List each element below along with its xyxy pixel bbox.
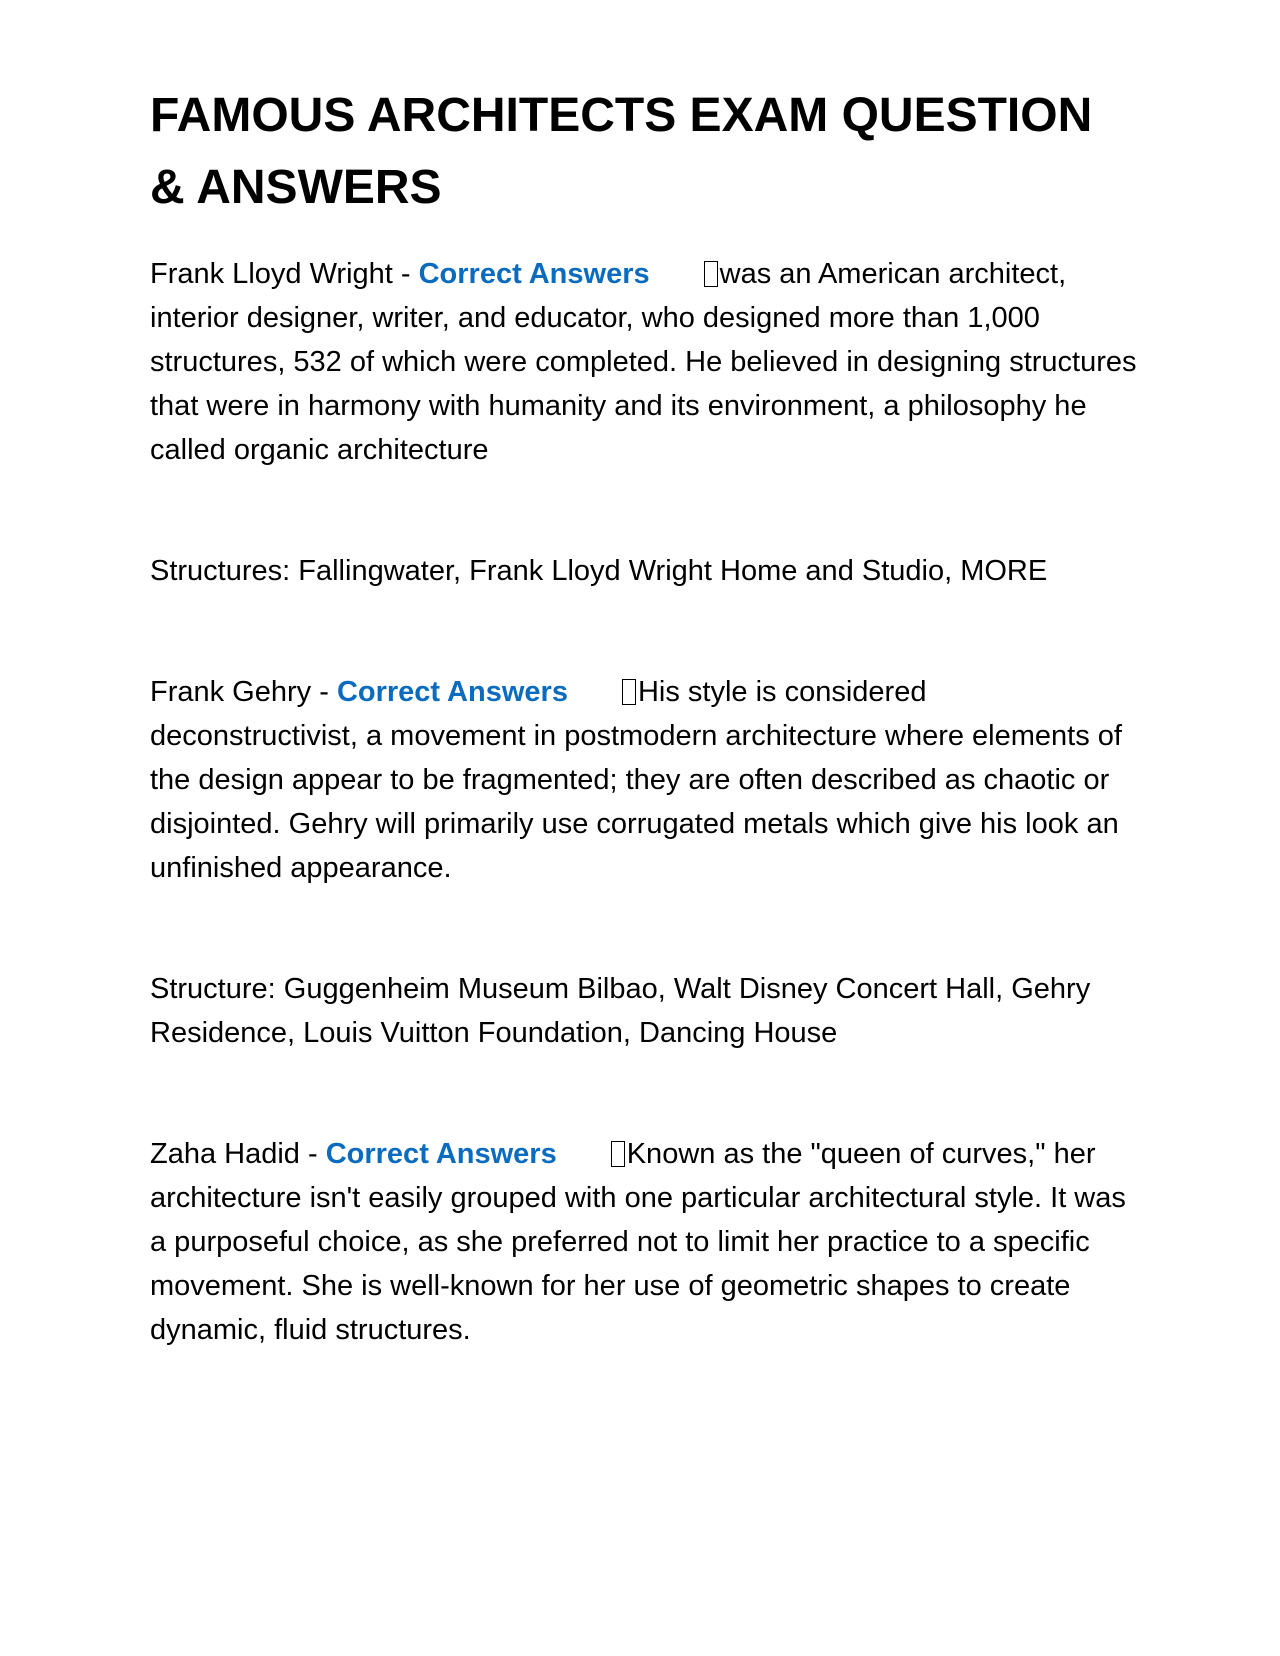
answer-text: His style is considered deconstructivist, a movement in postmodern architecture where elements of the design appear to be fragmented; they are often described as chaotic or disjointed. Gehry will primarily use corrugated metals which give his look an unfinished appearance. xyxy=(150,676,1122,884)
missing-glyph-icon xyxy=(611,1141,625,1167)
structures-line: Structures: Fallingwater, Frank Lloyd Wright Home and Studio, MORE xyxy=(150,555,1048,587)
document-page xyxy=(150,80,1140,1352)
spacer xyxy=(150,890,1140,967)
question-term: Zaha Hadid - xyxy=(150,1138,326,1170)
correct-answers-label: Correct Answers xyxy=(325,1138,557,1170)
correct-answers-label: Correct Answers xyxy=(418,258,650,290)
answer-text: Known as the "queen of curves," her architecture isn't easily grouped with one particular architectural style. It was a purposeful choice, as she preferred not to limit her practice to a specific movement. She is well-known for her use of geometric shapes to create dynamic, fluid structures. xyxy=(150,1138,1126,1346)
missing-glyph-icon xyxy=(622,679,636,705)
question-term: Frank Gehry - xyxy=(150,676,337,708)
missing-glyph-icon xyxy=(704,261,718,287)
spacer xyxy=(150,593,1140,670)
spacer xyxy=(150,1055,1140,1132)
qa-entry xyxy=(150,252,1140,472)
page-title: FAMOUS ARCHITECTS EXAM QUESTION & ANSWERS xyxy=(150,89,1093,214)
spacer xyxy=(150,472,1140,549)
structures-line: Structure: Guggenheim Museum Bilbao, Walt Disney Concert Hall, Gehry Residence, Louis Vuitton Foundation, Dancing House xyxy=(150,973,1091,1049)
qa-entry xyxy=(150,1132,1140,1352)
question-term: Frank Lloyd Wright - xyxy=(150,258,419,290)
answer-text: was an American architect, interior designer, writer, and educator, who designed more than 1,000 structures, 532 of which were completed. He believed in designing structures that were in harmony with humanity and its environment, a philosophy he called organic architecture xyxy=(150,258,1137,466)
correct-answers-label: Correct Answers xyxy=(336,676,568,708)
qa-entry xyxy=(150,670,1140,890)
